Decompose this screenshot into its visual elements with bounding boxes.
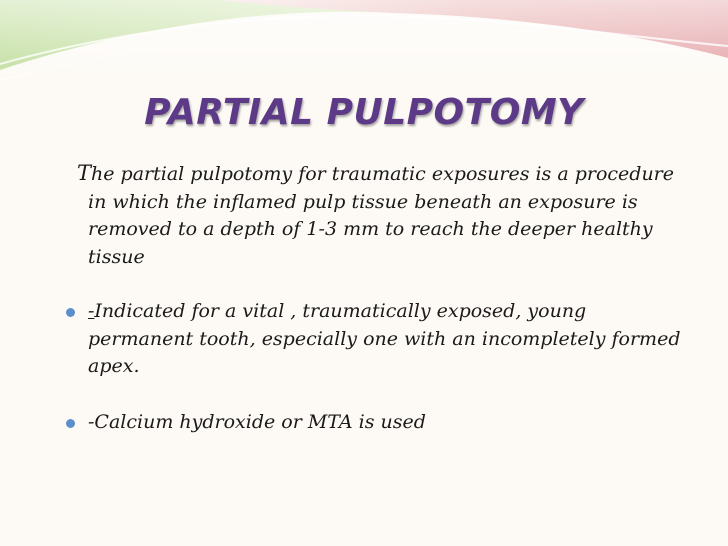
bullet-item-indicated: [88, 298, 688, 381]
intro-paragraph: [77, 160, 688, 271]
bullet-dash: -: [88, 410, 95, 433]
intro-lead-letter: T: [77, 161, 92, 185]
slide-title: PARTIAL PULPOTOMY: [144, 92, 584, 133]
bullet-dash: -: [88, 300, 95, 322]
bullet-text: Indicated for a vital , traumatically exposed, young permanent tooth, especially one with an incompletely formed apex.: [88, 300, 681, 377]
slide-body: [77, 160, 688, 436]
bullet-dot-icon: [66, 419, 75, 428]
bullet-item-calcium: [88, 409, 688, 437]
intro-text: he partial pulpotomy for traumatic exposures is a procedure in which the inflamed pulp tissue beneath an exposure is removed to a depth of 1-3 mm to reach the deeper healthy tissue: [88, 163, 675, 268]
bullet-text: Calcium hydroxide or MTA is used: [94, 410, 426, 433]
header-decoration: [0, 0, 728, 90]
bullet-dot-icon: [66, 308, 75, 317]
